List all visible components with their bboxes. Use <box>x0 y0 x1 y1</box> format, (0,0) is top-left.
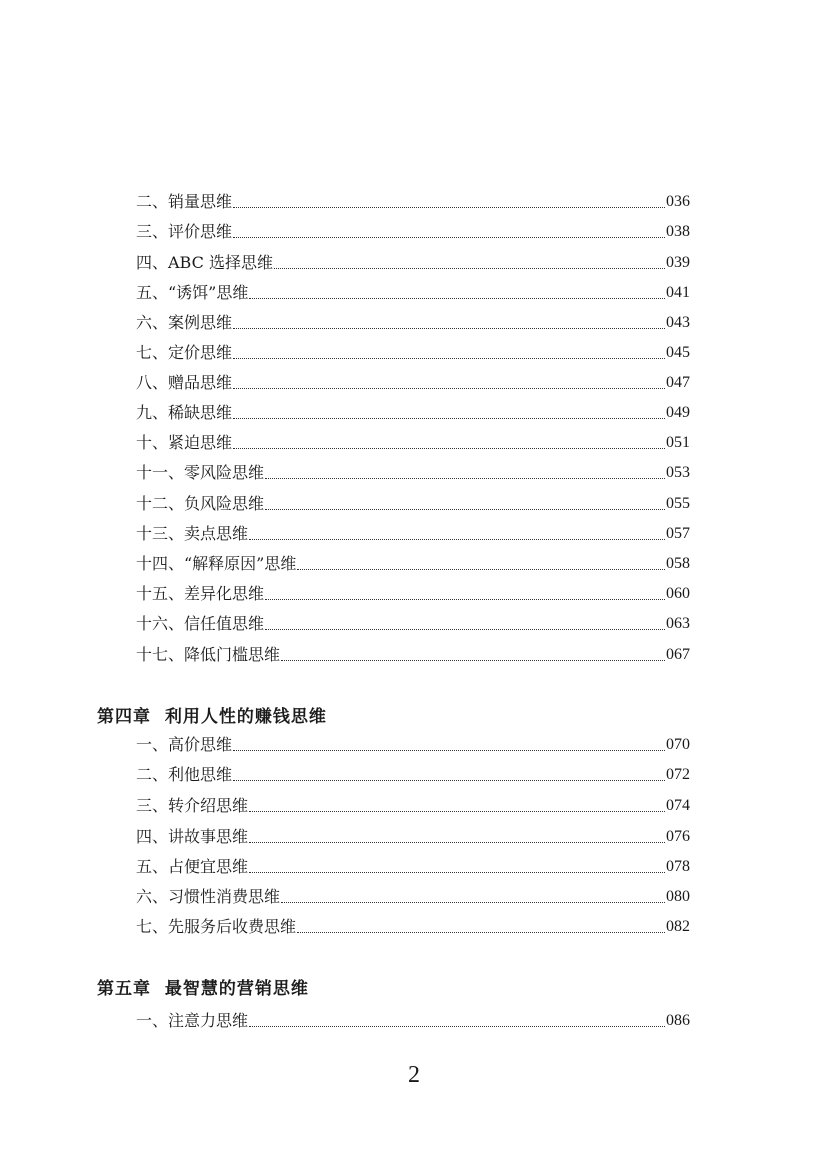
dot-leader <box>249 872 665 873</box>
dot-leader <box>233 207 665 208</box>
dot-leader <box>281 660 665 661</box>
dot-leader <box>233 388 665 389</box>
toc-entry[interactable] <box>136 794 690 818</box>
toc-entry[interactable] <box>136 915 690 939</box>
toc-entry-page: 036 <box>666 193 690 210</box>
toc-entry-title: 四、讲故事思维 <box>136 827 249 846</box>
toc-entry-page: 053 <box>666 464 690 481</box>
toc-entry-page: 041 <box>666 284 690 301</box>
toc-entry-page: 078 <box>666 858 690 875</box>
toc-entry-page: 043 <box>666 314 690 331</box>
dot-leader <box>249 842 665 843</box>
toc-entry[interactable] <box>136 612 690 636</box>
dot-leader <box>233 750 665 751</box>
page-number: 2 <box>408 1062 420 1088</box>
toc-entry[interactable] <box>136 220 690 244</box>
toc-entry-title: 八、赠品思维 <box>136 373 233 392</box>
dot-leader <box>274 268 665 269</box>
toc-entry-title: 七、定价思维 <box>136 343 233 362</box>
toc-entry-title: 六、案例思维 <box>136 313 233 332</box>
dot-leader <box>233 237 665 238</box>
toc-entry[interactable] <box>136 431 690 455</box>
toc-entry-page: 051 <box>666 434 690 451</box>
toc-entry-title: 十四、“解释原因”思维 <box>136 554 297 573</box>
toc-entry-title: 四、ABC 选择思维 <box>136 253 273 272</box>
toc-entry[interactable] <box>136 763 690 787</box>
toc-entry-title: 十五、差异化思维 <box>136 584 265 603</box>
toc-entry-page: 045 <box>666 344 690 361</box>
toc-entry-page: 072 <box>666 766 690 783</box>
toc-entry-page: 067 <box>666 646 690 663</box>
toc-entry[interactable] <box>136 885 690 909</box>
dot-leader <box>249 539 665 540</box>
toc-entry-title: 二、销量思维 <box>136 192 233 211</box>
toc-entry-title: 六、习惯性消费思维 <box>136 887 281 906</box>
toc-entry-page: 060 <box>666 585 690 602</box>
chapter-heading[interactable]: 第五章 最智慧的营销思维 <box>97 979 309 999</box>
dot-leader <box>297 932 665 933</box>
toc-entry-page: 074 <box>666 797 690 814</box>
dot-leader <box>233 418 665 419</box>
dot-leader <box>249 1026 665 1027</box>
toc-entry-page: 039 <box>666 254 690 271</box>
toc-entry[interactable] <box>136 341 690 365</box>
toc-entry-page: 047 <box>666 374 690 391</box>
toc-entry-page: 055 <box>666 495 690 512</box>
toc-entry[interactable] <box>136 311 690 335</box>
toc-entry[interactable] <box>136 281 690 305</box>
toc-entry-page: 058 <box>666 555 690 572</box>
toc-entry[interactable] <box>136 492 690 516</box>
toc-entry[interactable] <box>136 522 690 546</box>
toc-entry-page: 057 <box>666 525 690 542</box>
toc-entry-title: 二、利他思维 <box>136 765 233 784</box>
toc-entry[interactable] <box>136 190 690 214</box>
toc-entry[interactable] <box>136 733 690 757</box>
toc-entry[interactable] <box>136 461 690 485</box>
toc-entry-title: 五、占便宜思维 <box>136 857 249 876</box>
dot-leader <box>233 448 665 449</box>
dot-leader <box>297 569 665 570</box>
chapter-heading[interactable]: 第四章 利用人性的赚钱思维 <box>97 707 327 727</box>
toc-entry-page: 063 <box>666 615 690 632</box>
toc-entry-title: 九、稀缺思维 <box>136 403 233 422</box>
toc-entry-page: 080 <box>666 888 690 905</box>
toc-entry-page: 038 <box>666 223 690 240</box>
toc-entry-title: 十一、零风险思维 <box>136 463 265 482</box>
toc-entry-title: 五、“诱饵”思维 <box>136 283 249 302</box>
toc-entry[interactable] <box>136 643 690 667</box>
dot-leader <box>265 629 665 630</box>
toc-entry-title: 七、先服务后收费思维 <box>136 917 297 936</box>
toc-entry-title: 十七、降低门槛思维 <box>136 645 281 664</box>
dot-leader <box>265 599 665 600</box>
toc-entry-title: 三、评价思维 <box>136 222 233 241</box>
toc-entry-page: 070 <box>666 736 690 753</box>
dot-leader <box>233 328 665 329</box>
toc-entry[interactable] <box>136 251 690 275</box>
dot-leader <box>249 298 665 299</box>
dot-leader <box>265 478 665 479</box>
toc-entry-title: 十三、卖点思维 <box>136 524 249 543</box>
toc-entry-page: 076 <box>666 828 690 845</box>
toc-entry-title: 十、紧迫思维 <box>136 433 233 452</box>
toc-entry[interactable] <box>136 582 690 606</box>
dot-leader <box>265 509 665 510</box>
toc-entry-title: 十二、负风险思维 <box>136 494 265 513</box>
toc-entry-page: 086 <box>666 1012 690 1029</box>
dot-leader <box>233 358 665 359</box>
toc-entry[interactable] <box>136 825 690 849</box>
toc-entry-title: 一、注意力思维 <box>136 1011 249 1030</box>
toc-entry-title: 一、高价思维 <box>136 735 233 754</box>
toc-entry-title: 三、转介绍思维 <box>136 796 249 815</box>
toc-entry-page: 082 <box>666 918 690 935</box>
dot-leader <box>233 780 665 781</box>
toc-entry[interactable] <box>136 552 690 576</box>
toc-entry[interactable] <box>136 1009 690 1033</box>
dot-leader <box>281 902 665 903</box>
toc-entry-title: 十六、信任值思维 <box>136 614 265 633</box>
toc-entry-page: 049 <box>666 404 690 421</box>
toc-entry[interactable] <box>136 855 690 879</box>
dot-leader <box>249 811 665 812</box>
toc-entry[interactable] <box>136 371 690 395</box>
toc-entry[interactable] <box>136 401 690 425</box>
